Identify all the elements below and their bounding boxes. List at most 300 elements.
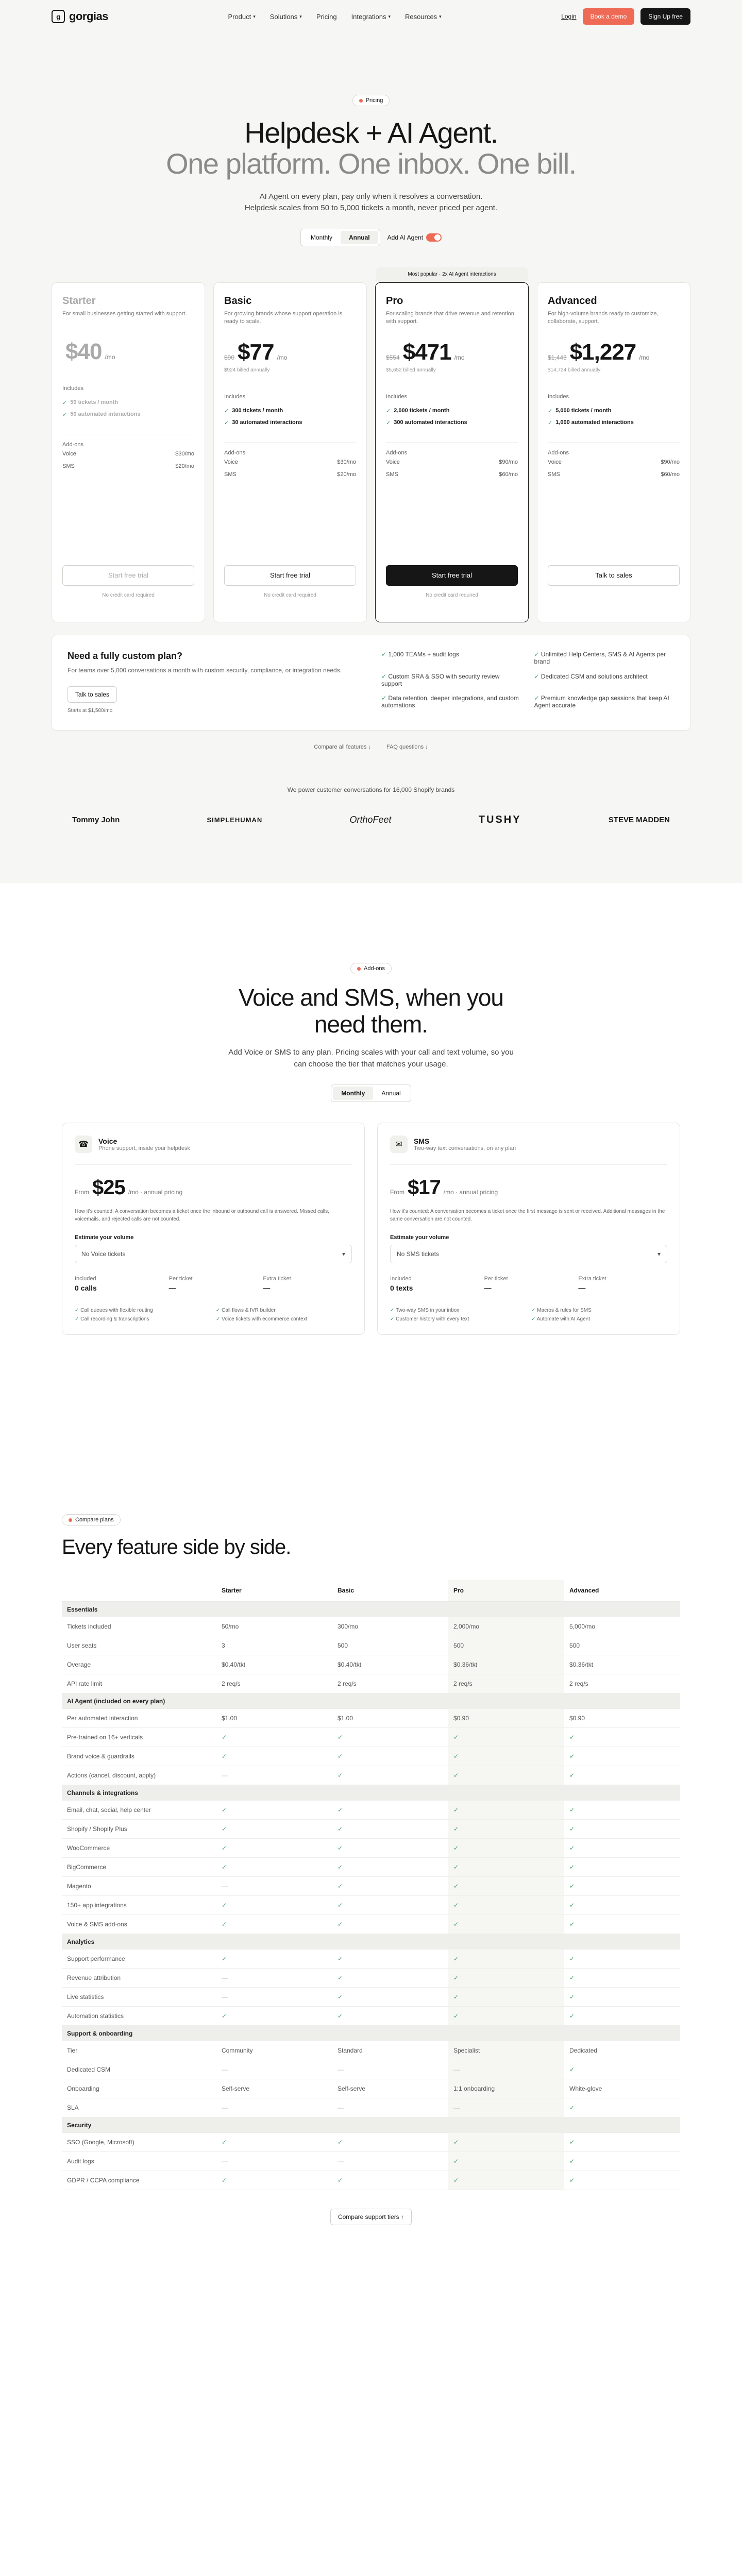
addon-stat-label: Per ticket bbox=[168, 1276, 193, 1282]
feature-value: ✓ bbox=[216, 1950, 332, 1969]
custom-plan-note: Starts at $1,500/mo bbox=[68, 707, 113, 714]
plan-price-period: /mo bbox=[277, 353, 288, 361]
plan-price-value: $77 bbox=[238, 339, 274, 365]
volume-select[interactable] bbox=[390, 1245, 667, 1263]
dot-icon bbox=[359, 99, 363, 103]
feature-name: Actions (cancel, discount, apply) bbox=[62, 1766, 216, 1785]
addon-stat-label: Included bbox=[390, 1276, 412, 1282]
ai-agent-toggle[interactable] bbox=[426, 233, 442, 242]
plan-addons bbox=[224, 442, 356, 481]
chevron-down-icon: ▾ bbox=[253, 13, 256, 19]
plan-features bbox=[62, 397, 194, 420]
feature-name: Support performance bbox=[62, 1950, 216, 1969]
addon-stat bbox=[169, 1276, 258, 1292]
feature-value: ✓ bbox=[332, 1766, 448, 1785]
chevron-down-icon: ▾ bbox=[657, 1250, 661, 1258]
feature-name: GDPR / CCPA compliance bbox=[62, 2171, 216, 2190]
feature-value: ✓ bbox=[564, 2007, 680, 2026]
table-row bbox=[62, 1636, 680, 1655]
feature-name: Live statistics bbox=[62, 1988, 216, 2007]
volume-select[interactable] bbox=[75, 1245, 352, 1263]
feature-name: Overage bbox=[62, 1655, 216, 1674]
estimate-label: Estimate your volume bbox=[390, 1234, 449, 1241]
pricing-hero bbox=[0, 33, 742, 883]
addon-price: $90/mo bbox=[499, 459, 518, 465]
chevron-down-icon: ▾ bbox=[299, 13, 302, 19]
table-row bbox=[62, 1617, 680, 1636]
compare-support-button[interactable]: Compare support tiers ↑ bbox=[330, 2209, 412, 2225]
feature-value: ✓ bbox=[216, 1915, 332, 1934]
addon-stat bbox=[263, 1276, 352, 1292]
table-header-cell bbox=[62, 1580, 216, 1602]
feature-value: ✓ bbox=[216, 1801, 332, 1820]
table-group-title: Essentials bbox=[62, 1602, 680, 1617]
feature-value: ✓ bbox=[332, 1801, 448, 1820]
feature-value: ✓ bbox=[448, 1801, 564, 1820]
table-group-row bbox=[62, 1934, 680, 1950]
feature-value: 5,000/mo bbox=[564, 1617, 680, 1636]
feature-value: ✓ bbox=[332, 1728, 448, 1747]
feature-value: ✓ bbox=[564, 2133, 680, 2152]
custom-feature: ✓ Dedicated CSM and solutions architect bbox=[534, 673, 675, 693]
feature-value: — bbox=[216, 2152, 332, 2171]
addon-price bbox=[75, 1176, 352, 1199]
addon-row bbox=[386, 468, 518, 481]
plan-price-value: $1,227 bbox=[569, 339, 636, 365]
addon-feature: ✓ Automate with AI Agent bbox=[531, 1316, 667, 1322]
feature-name: Audit logs bbox=[62, 2152, 216, 2171]
check-icon: ✓ bbox=[62, 399, 68, 406]
feature-name: Brand voice & guardrails bbox=[62, 1747, 216, 1766]
plan-feature-text: 5,000 tickets / month bbox=[555, 408, 612, 414]
voice-billing-toggle bbox=[331, 1084, 411, 1102]
check-icon: ✓ bbox=[548, 419, 553, 426]
plan-features bbox=[548, 405, 680, 429]
feature-value: 1:1 onboarding bbox=[448, 2079, 564, 2098]
addon-stat-value: 0 calls bbox=[75, 1284, 97, 1293]
feature-value: ✓ bbox=[448, 1988, 564, 2007]
feature-value: ✓ bbox=[448, 1766, 564, 1785]
brand-logo: TUSHY bbox=[478, 814, 521, 825]
faq-link[interactable]: FAQ questions ↓ bbox=[386, 743, 428, 750]
table-row bbox=[62, 2171, 680, 2190]
brand-logo: STEVE MADDEN bbox=[608, 815, 670, 824]
table-row bbox=[62, 1877, 680, 1896]
addon-stat-value: — bbox=[168, 1284, 176, 1293]
feature-value: ✓ bbox=[216, 2007, 332, 2026]
feature-value: ✓ bbox=[564, 1896, 680, 1915]
addon-feature: ✓ Call flows & IVR builder bbox=[216, 1308, 352, 1313]
plan-features bbox=[224, 405, 356, 429]
plan-cta-button[interactable]: Start free trial bbox=[386, 565, 518, 586]
addon-from: From bbox=[75, 1189, 89, 1196]
feature-value: 500 bbox=[564, 1636, 680, 1655]
addon-name: Voice bbox=[62, 450, 76, 457]
addons-label: Add-ons bbox=[224, 449, 245, 456]
addon-price: $60/mo bbox=[499, 471, 518, 478]
check-icon: ✓ bbox=[224, 408, 229, 414]
brands-title: We power customer conversations for 16,000 Shopify brands bbox=[287, 786, 455, 793]
addon-name: SMS bbox=[386, 471, 398, 478]
table-row bbox=[62, 1709, 680, 1728]
dot-icon bbox=[69, 1518, 72, 1522]
table-row bbox=[62, 1766, 680, 1785]
custom-feature: ✓ Custom SRA & SSO with security review support bbox=[381, 673, 522, 693]
addon-feature: ✓ Macros & rules for SMS bbox=[531, 1308, 667, 1313]
addon-stat-value: — bbox=[484, 1284, 492, 1293]
table-group-row bbox=[62, 2026, 680, 2041]
addons-label: Add-ons bbox=[548, 449, 569, 456]
feature-value: $0.90 bbox=[448, 1709, 564, 1728]
plan-addons bbox=[62, 434, 194, 472]
section-tag: Pricing bbox=[352, 95, 390, 106]
check-icon: ✓ bbox=[548, 408, 553, 414]
feature-value: ✓ bbox=[216, 2133, 332, 2152]
feature-value: — bbox=[216, 1877, 332, 1896]
nav-product[interactable]: Product ▾ bbox=[228, 12, 256, 21]
feature-value: — bbox=[448, 2060, 564, 2079]
feature-value: 500 bbox=[332, 1636, 448, 1655]
addon-stat-value: — bbox=[263, 1284, 271, 1293]
addon-feature: ✓ Call queues with flexible routing bbox=[75, 1308, 211, 1313]
feature-value: ✓ bbox=[448, 2152, 564, 2171]
page-title: Helpdesk + AI Agent. One platform. One inbox. One bill. bbox=[52, 117, 690, 180]
addon-card-titles bbox=[98, 1137, 190, 1151]
addon-card-titles bbox=[414, 1137, 516, 1151]
plan-feature bbox=[62, 397, 194, 409]
nav-resources[interactable]: Resources ▾ bbox=[405, 12, 442, 21]
addon-price bbox=[390, 1176, 667, 1199]
addon-price-period: /mo · annual pricing bbox=[443, 1189, 498, 1196]
section-tag: Add-ons bbox=[350, 963, 392, 974]
plan-price-value: $40 bbox=[65, 338, 102, 364]
feature-value: 3 bbox=[216, 1636, 332, 1655]
table-row bbox=[62, 1801, 680, 1820]
table-header-cell: Pro bbox=[448, 1580, 564, 1602]
feature-name: Pre-trained on 16+ verticals bbox=[62, 1728, 216, 1747]
feature-value: Self-serve bbox=[216, 2079, 332, 2098]
feature-value: ✓ bbox=[564, 2098, 680, 2117]
plan-price bbox=[548, 340, 680, 365]
feature-value: ✓ bbox=[216, 1839, 332, 1858]
feature-name: Revenue attribution bbox=[62, 1969, 216, 1988]
billing-annual[interactable]: Annual bbox=[341, 231, 378, 244]
feature-value: ✓ bbox=[448, 1858, 564, 1877]
addon-card-voice bbox=[62, 1123, 365, 1335]
custom-plan-features bbox=[381, 651, 674, 715]
feature-name: User seats bbox=[62, 1636, 216, 1655]
feature-value: ✓ bbox=[332, 1969, 448, 1988]
feature-value: $0.36/tkt bbox=[448, 1655, 564, 1674]
compare-table bbox=[62, 1580, 680, 2190]
feature-value: ✓ bbox=[332, 1896, 448, 1915]
addon-row bbox=[386, 456, 518, 468]
table-header-cell: Starter bbox=[216, 1580, 332, 1602]
addon-price-value: $25 bbox=[92, 1176, 125, 1199]
addon-stat bbox=[75, 1276, 164, 1292]
feature-value: ✓ bbox=[564, 2171, 680, 2190]
feature-value: 500 bbox=[448, 1636, 564, 1655]
table-row bbox=[62, 2152, 680, 2171]
addon-price: $90/mo bbox=[661, 459, 680, 465]
addon-card-header bbox=[75, 1136, 352, 1153]
feature-value: ✓ bbox=[448, 1969, 564, 1988]
feature-value: ✓ bbox=[216, 1747, 332, 1766]
voice-lead: Add Voice or SMS to any plan. Pricing scales with your call and text volume, so you can choose the tier that matches your usage. bbox=[228, 1048, 514, 1069]
table-row bbox=[62, 1655, 680, 1674]
feature-value: — bbox=[216, 1766, 332, 1785]
plan-price-value: $471 bbox=[402, 339, 451, 365]
login-link[interactable]: Login bbox=[561, 13, 577, 20]
addon-stat bbox=[578, 1276, 667, 1292]
plan-description: For high-volume brands ready to customize, collaborate, support. bbox=[548, 310, 659, 325]
plan-feature-text: 300 tickets / month bbox=[232, 408, 283, 414]
divider bbox=[75, 1164, 352, 1165]
addon-how-counted: How it's counted: A conversation becomes a ticket once the first message is sent or received. Additional messages in the same conversation are not counted. bbox=[390, 1209, 665, 1223]
addon-features bbox=[75, 1308, 352, 1322]
feature-name: Magento bbox=[62, 1877, 216, 1896]
table-header-cell: Advanced bbox=[564, 1580, 680, 1602]
includes-label: Includes bbox=[62, 385, 83, 392]
addon-name: SMS bbox=[548, 471, 560, 478]
plan-name: Advanced bbox=[548, 295, 597, 307]
addon-name: SMS bbox=[62, 463, 75, 469]
plan-price bbox=[386, 340, 518, 365]
feature-value: ✓ bbox=[448, 1747, 564, 1766]
table-group-title: Security bbox=[62, 2117, 680, 2133]
feature-value: ✓ bbox=[448, 1896, 564, 1915]
table-row bbox=[62, 2060, 680, 2079]
addon-price: $30/mo bbox=[175, 450, 194, 457]
feature-value: ✓ bbox=[216, 2171, 332, 2190]
feature-value: ✓ bbox=[564, 1988, 680, 2007]
page-subtitle: One platform. One inbox. One bill. bbox=[166, 147, 576, 180]
feature-value: Community bbox=[216, 2041, 332, 2060]
feature-value: 50/mo bbox=[216, 1617, 332, 1636]
table-header-cell: Basic bbox=[332, 1580, 448, 1602]
billing-monthly[interactable]: Monthly bbox=[310, 233, 332, 241]
feature-value: ✓ bbox=[448, 1950, 564, 1969]
feature-value: 2 req/s bbox=[448, 1674, 564, 1693]
addon-name: Voice bbox=[548, 459, 562, 465]
addon-stats bbox=[75, 1276, 352, 1292]
feature-value: — bbox=[332, 2098, 448, 2117]
compare-title: Every feature side by side. bbox=[62, 1536, 291, 1558]
voice-billing-annual[interactable]: Annual bbox=[381, 1090, 401, 1097]
feature-value: $0.40/tkt bbox=[216, 1655, 332, 1674]
feature-name: Tickets included bbox=[62, 1617, 216, 1636]
addon-price: $60/mo bbox=[661, 471, 680, 478]
check-icon: ✓ bbox=[62, 411, 68, 418]
feature-value: — bbox=[216, 2060, 332, 2079]
addon-name: SMS bbox=[224, 471, 237, 478]
dot-icon bbox=[357, 967, 361, 971]
feature-name: 150+ app integrations bbox=[62, 1896, 216, 1915]
custom-feature: ✓ 1,000 TEAMs + audit logs bbox=[381, 651, 522, 671]
feature-value: ✓ bbox=[216, 1820, 332, 1839]
feature-value: ✓ bbox=[332, 2007, 448, 2026]
custom-plan-card bbox=[52, 635, 690, 731]
table-row bbox=[62, 2079, 680, 2098]
nav-integrations[interactable]: Integrations ▾ bbox=[351, 12, 391, 21]
table-group-title: Support & onboarding bbox=[62, 2026, 680, 2041]
hero-lead: AI Agent on every plan, pay only when it resolves a conversation. Helpdesk scales from 50 to 5,000 tickets a month, never priced per agent. bbox=[244, 192, 498, 213]
table-group-row bbox=[62, 2117, 680, 2133]
gorgias-logo[interactable]: g gorgias bbox=[52, 10, 108, 23]
addon-row bbox=[224, 468, 356, 481]
chevron-down-icon: ▾ bbox=[342, 1250, 345, 1258]
brand-logo: OrthoFeet bbox=[349, 814, 392, 825]
plan-billing-note: $14,724 billed annually bbox=[548, 367, 601, 373]
feature-name: Per automated interaction bbox=[62, 1709, 216, 1728]
check-icon: ✓ bbox=[386, 408, 391, 414]
top-nav bbox=[0, 0, 742, 33]
addon-card-sub: Two-way text conversations, on any plan bbox=[414, 1145, 516, 1152]
feature-value: Specialist bbox=[448, 2041, 564, 2060]
plan-feature-text: 300 automated interactions bbox=[394, 419, 467, 426]
plan-feature bbox=[224, 417, 356, 429]
feature-name: SSO (Google, Microsoft) bbox=[62, 2133, 216, 2152]
includes-label: Includes bbox=[548, 393, 569, 400]
phone-icon: ☎ bbox=[75, 1136, 92, 1153]
feature-name: BigCommerce bbox=[62, 1858, 216, 1877]
divider bbox=[390, 1164, 667, 1165]
feature-value: ✓ bbox=[332, 2133, 448, 2152]
feature-value: 2 req/s bbox=[216, 1674, 332, 1693]
feature-name: Email, chat, social, help center bbox=[62, 1801, 216, 1820]
compare-section bbox=[0, 1494, 742, 2576]
feature-value: ✓ bbox=[216, 1858, 332, 1877]
feature-value: Standard bbox=[332, 2041, 448, 2060]
check-icon: ✓ bbox=[386, 419, 391, 426]
feature-value: ✓ bbox=[564, 1858, 680, 1877]
plan-cta-button[interactable]: Talk to sales bbox=[548, 565, 680, 586]
plan-card-pro bbox=[375, 271, 529, 622]
addon-from: From bbox=[390, 1189, 404, 1196]
plan-feature bbox=[224, 405, 356, 417]
table-group-row bbox=[62, 1602, 680, 1617]
addon-row bbox=[548, 456, 680, 468]
feature-value: ✓ bbox=[448, 2133, 564, 2152]
custom-feature: ✓ Premium knowledge gap sessions that keep AI Agent accurate bbox=[534, 694, 675, 715]
voice-billing-monthly[interactable]: Monthly bbox=[333, 1087, 373, 1100]
volume-select-value: No Voice tickets bbox=[81, 1250, 126, 1258]
plan-addons bbox=[548, 442, 680, 481]
voice-sms-section bbox=[0, 883, 742, 1494]
plan-feature-text: 50 tickets / month bbox=[70, 399, 119, 406]
feature-value: ✓ bbox=[332, 1915, 448, 1934]
addon-card-header bbox=[390, 1136, 667, 1153]
signup-button[interactable]: Sign Up free bbox=[640, 8, 690, 25]
table-row bbox=[62, 1988, 680, 2007]
addon-stat-value: 0 texts bbox=[390, 1284, 413, 1293]
feature-value: ✓ bbox=[216, 1728, 332, 1747]
feature-value: ✓ bbox=[332, 1820, 448, 1839]
custom-plan-title: Need a fully custom plan? bbox=[68, 650, 183, 661]
feature-value: ✓ bbox=[564, 2152, 680, 2171]
feature-value: ✓ bbox=[332, 2171, 448, 2190]
feature-value: Dedicated bbox=[564, 2041, 680, 2060]
plan-description: For growing brands whose support operation is ready to scale. bbox=[224, 310, 343, 325]
nav-pricing[interactable]: Pricing bbox=[316, 12, 337, 21]
addon-how-counted: How it's counted: A conversation becomes a ticket once the inbound or outbound call is answered. Missed calls, voicemails, and rejected calls are not counted. bbox=[75, 1209, 329, 1223]
feature-value: 300/mo bbox=[332, 1617, 448, 1636]
feature-value: ✓ bbox=[448, 1820, 564, 1839]
table-header-row bbox=[62, 1580, 680, 1602]
book-demo-button[interactable]: Book a demo bbox=[583, 8, 635, 25]
addon-row bbox=[62, 448, 194, 460]
feature-value: ✓ bbox=[564, 1915, 680, 1934]
plan-feature bbox=[386, 405, 518, 417]
plan-cta-button[interactable]: Start free trial bbox=[62, 565, 194, 586]
feature-value: ✓ bbox=[564, 1747, 680, 1766]
plan-feature bbox=[386, 417, 518, 429]
feature-name: Onboarding bbox=[62, 2079, 216, 2098]
table-group-row bbox=[62, 1693, 680, 1709]
feature-value: $0.90 bbox=[564, 1709, 680, 1728]
plan-feature bbox=[548, 417, 680, 429]
feature-value: ✓ bbox=[448, 1877, 564, 1896]
table-row bbox=[62, 1950, 680, 1969]
voice-title: Voice and SMS, when you need them. bbox=[239, 984, 503, 1038]
feature-value: 2 req/s bbox=[564, 1674, 680, 1693]
plan-feature-text: 2,000 tickets / month bbox=[394, 408, 450, 414]
table-group-title: Analytics bbox=[62, 1934, 680, 1950]
add-ai-label: Add AI Agent bbox=[387, 233, 424, 241]
feature-value: Self-serve bbox=[332, 2079, 448, 2098]
popular-badge: Most popular · 2x AI Agent interactions bbox=[376, 267, 528, 281]
table-row bbox=[62, 1728, 680, 1747]
addons-label: Add-ons bbox=[62, 441, 83, 448]
feature-name: Tier bbox=[62, 2041, 216, 2060]
feature-value: ✓ bbox=[448, 2007, 564, 2026]
nav-solutions[interactable]: Solutions ▾ bbox=[269, 12, 302, 21]
table-row bbox=[62, 1674, 680, 1693]
compare-features-link[interactable]: Compare all features ↓ bbox=[314, 743, 371, 750]
feature-value: ✓ bbox=[332, 1950, 448, 1969]
feature-value: $1.00 bbox=[332, 1709, 448, 1728]
includes-label: Includes bbox=[386, 393, 407, 400]
plan-cta-button[interactable]: Start free trial bbox=[224, 565, 356, 586]
plan-description: For scaling brands that drive revenue and retention with support. bbox=[386, 310, 514, 325]
plan-price-period: /mo bbox=[105, 353, 115, 361]
talk-to-sales-button[interactable]: Talk to sales bbox=[68, 686, 117, 703]
addon-price-value: $17 bbox=[408, 1176, 441, 1199]
addon-stat-label: Extra ticket bbox=[263, 1276, 291, 1282]
plan-feature-text: 30 automated interactions bbox=[232, 419, 302, 426]
addon-price: $20/mo bbox=[175, 463, 194, 469]
plan-card-starter bbox=[52, 282, 205, 622]
feature-value: ✓ bbox=[564, 1728, 680, 1747]
feature-value: ✓ bbox=[564, 1969, 680, 1988]
feature-value: — bbox=[332, 2060, 448, 2079]
plan-cta-note: No credit card required bbox=[426, 592, 478, 598]
feature-value: $0.40/tkt bbox=[332, 1655, 448, 1674]
plan-cta-note: No credit card required bbox=[264, 592, 316, 598]
feature-name: Automation statistics bbox=[62, 2007, 216, 2026]
feature-value: ✓ bbox=[216, 1896, 332, 1915]
table-row bbox=[62, 1896, 680, 1915]
addon-feature: ✓ Call recording & transcriptions bbox=[75, 1316, 211, 1322]
feature-value: — bbox=[216, 1988, 332, 2007]
plan-price-period: /mo bbox=[454, 353, 465, 361]
plan-old-price: $90 bbox=[224, 353, 235, 361]
feature-value: ✓ bbox=[564, 2060, 680, 2079]
feature-value: ✓ bbox=[564, 1839, 680, 1858]
table-group-title: AI Agent (included on every plan) bbox=[62, 1693, 680, 1709]
plan-name: Pro bbox=[386, 295, 403, 307]
table-row bbox=[62, 1747, 680, 1766]
